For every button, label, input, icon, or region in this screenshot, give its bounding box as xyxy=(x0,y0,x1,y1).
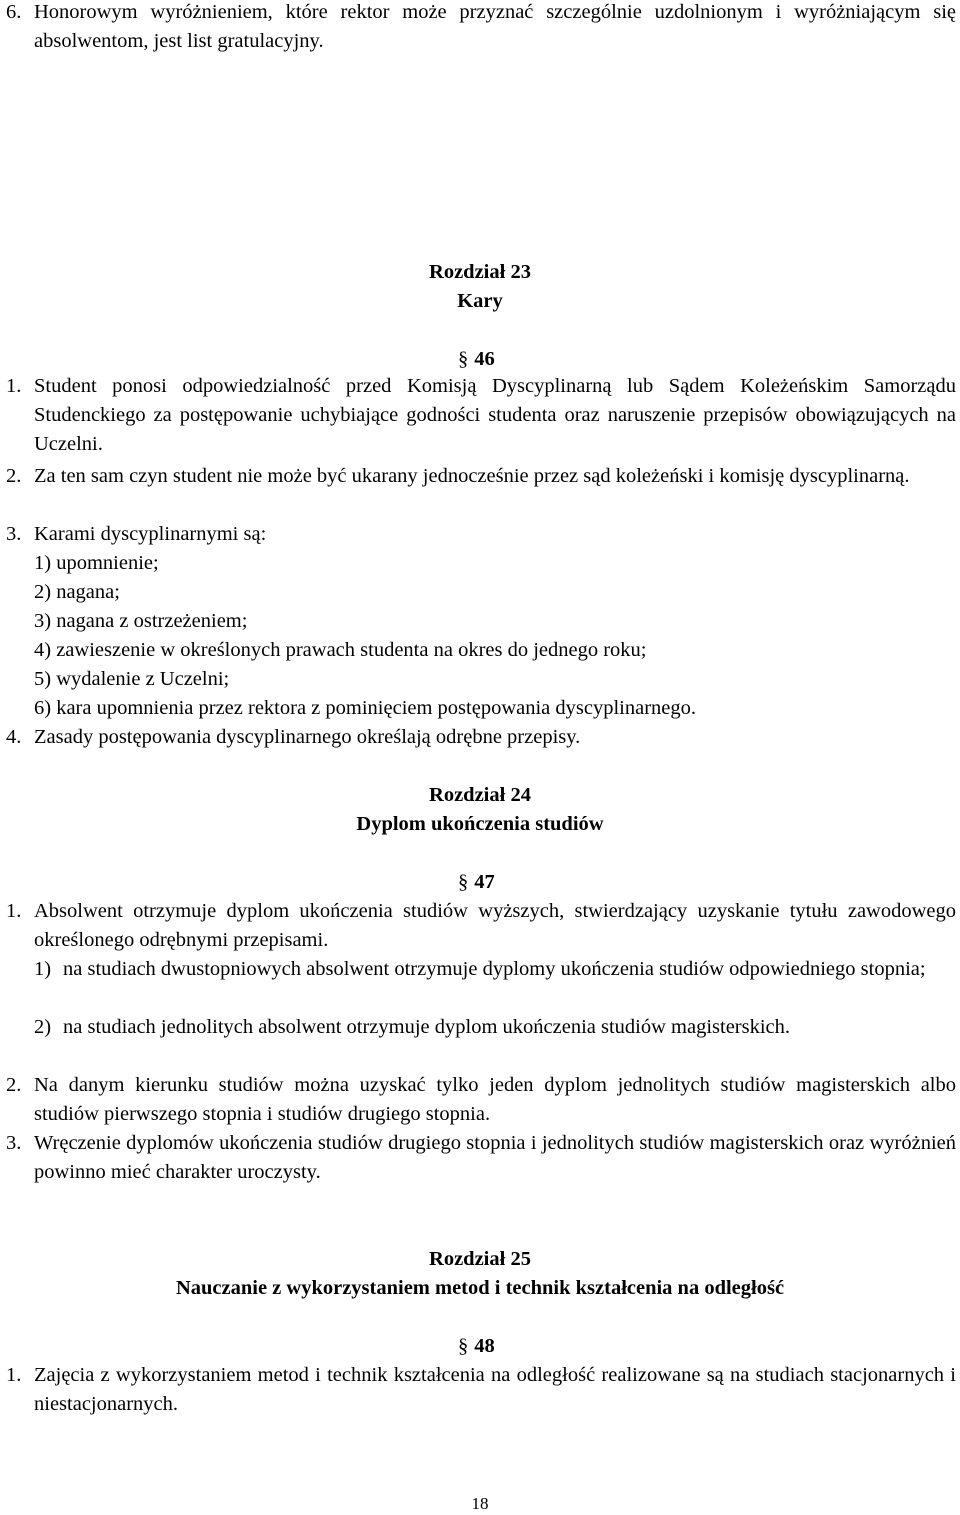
section-48-heading xyxy=(458,1332,495,1361)
paragraph-number: 6. xyxy=(6,1,22,23)
paragraph-text: Honorowym wyróżnieniem, które rektor może przyznać szczególnie uzdolnionym i wyróżniającym się absolwentom, jest list gratulacyjny. xyxy=(34,1,956,52)
section-number: 48 xyxy=(474,1335,495,1357)
section-number: 46 xyxy=(474,348,495,370)
paragraph-number: 1. xyxy=(6,375,22,397)
subpoint-text: na studiach jednolitych absolwent otrzymuje dyplom ukończenia studiów magisterskich. xyxy=(63,1016,791,1038)
chapter-24-heading: Rozdział 24 xyxy=(429,784,531,806)
paragraph-text: Student ponosi odpowiedzialność przed Komisją Dyscyplinarną lub Sądem Koleżeńskim Samorządu Studenckiego za postępowanie uchybiające godności studenta oraz naruszenie przepisów obowiązujących na Uczelni. xyxy=(34,375,956,455)
ch23-paragraph-3 xyxy=(6,520,956,549)
chapter-24-title: Dyplom ukończenia studiów xyxy=(356,813,604,835)
page-number: 18 xyxy=(471,1494,489,1513)
penalty-item: 5) wydalenie z Uczelni; xyxy=(34,668,230,690)
paragraph-number: 2. xyxy=(6,465,22,487)
paragraph-number: 4. xyxy=(6,726,22,748)
ch23-paragraph-1 xyxy=(6,372,956,459)
ch23-paragraph-2 xyxy=(6,462,956,491)
paragraph-number: 2. xyxy=(6,1074,22,1096)
subpoint-text: na studiach dwustopniowych absolwent otrzymuje dyplomy ukończenia studiów odpowiedniego stopnia; xyxy=(63,958,926,980)
paragraph-text: Absolwent otrzymuje dyplom ukończenia studiów wyższych, stwierdzający uzyskanie tytułu zawodowego określonego odrębnymi przepisami. xyxy=(34,900,956,951)
ch24-paragraph-2 xyxy=(6,1071,956,1129)
paragraph-6 xyxy=(6,0,956,56)
paragraph-text: Na danym kierunku studiów można uzyskać tylko jeden dyplom jednolitych studiów magisterskich albo studiów pierwszego stopnia i studiów drugiego stopnia. xyxy=(34,1074,956,1125)
paragraph-text: Za ten sam czyn student nie może być ukarany jednocześnie przez sąd koleżeński i komisję dyscyplinarną. xyxy=(34,465,910,487)
chapter-25-heading: Rozdział 25 xyxy=(429,1248,531,1270)
section-symbol: § xyxy=(458,1335,469,1357)
paragraph-number: 1. xyxy=(6,1364,22,1386)
ch24-paragraph-3 xyxy=(6,1129,956,1187)
penalty-item: 3) nagana z ostrzeżeniem; xyxy=(34,610,248,632)
ch23-paragraph-4 xyxy=(6,723,956,752)
section-number: 47 xyxy=(474,871,495,893)
chapter-23-heading: Rozdział 23 xyxy=(429,261,531,283)
penalty-item: 2) nagana; xyxy=(34,581,120,603)
ch25-paragraph-1 xyxy=(6,1361,956,1419)
paragraph-text: Karami dyscyplinarnymi są: xyxy=(34,523,267,545)
paragraph-number: 3. xyxy=(6,523,22,545)
penalty-item: 4) zawieszenie w określonych prawach studenta na okres do jednego roku; xyxy=(34,639,647,661)
ch24-subpoint-1 xyxy=(34,955,956,984)
section-symbol: § xyxy=(458,871,469,893)
ch24-subpoint-2 xyxy=(34,1013,956,1042)
section-symbol: § xyxy=(458,348,469,370)
section-46-heading xyxy=(458,345,495,374)
paragraph-text: Zajęcia z wykorzystaniem metod i technik kształcenia na odległość realizowane są na studiach stacjonarnych i niestacjonarnych. xyxy=(34,1364,956,1415)
section-47-heading xyxy=(458,868,495,897)
chapter-23-title: Kary xyxy=(457,290,503,312)
penalty-item: 1) upomnienie; xyxy=(34,552,159,574)
ch24-paragraph-1 xyxy=(6,897,956,955)
penalty-item: 6) kara upomnienia przez rektora z pominięciem postępowania dyscyplinarnego. xyxy=(34,697,697,719)
paragraph-text: Wręczenie dyplomów ukończenia studiów drugiego stopnia i jednolitych studiów magisterskich oraz wyróżnień powinno mieć charakter uroczysty. xyxy=(34,1132,956,1183)
subpoint-number: 1) xyxy=(34,958,52,980)
subpoint-number: 2) xyxy=(34,1016,52,1038)
paragraph-number: 3. xyxy=(6,1132,22,1154)
paragraph-number: 1. xyxy=(6,900,22,922)
chapter-25-title: Nauczanie z wykorzystaniem metod i technik kształcenia na odległość xyxy=(175,1277,785,1299)
paragraph-text: Zasady postępowania dyscyplinarnego określają odrębne przepisy. xyxy=(34,726,581,748)
